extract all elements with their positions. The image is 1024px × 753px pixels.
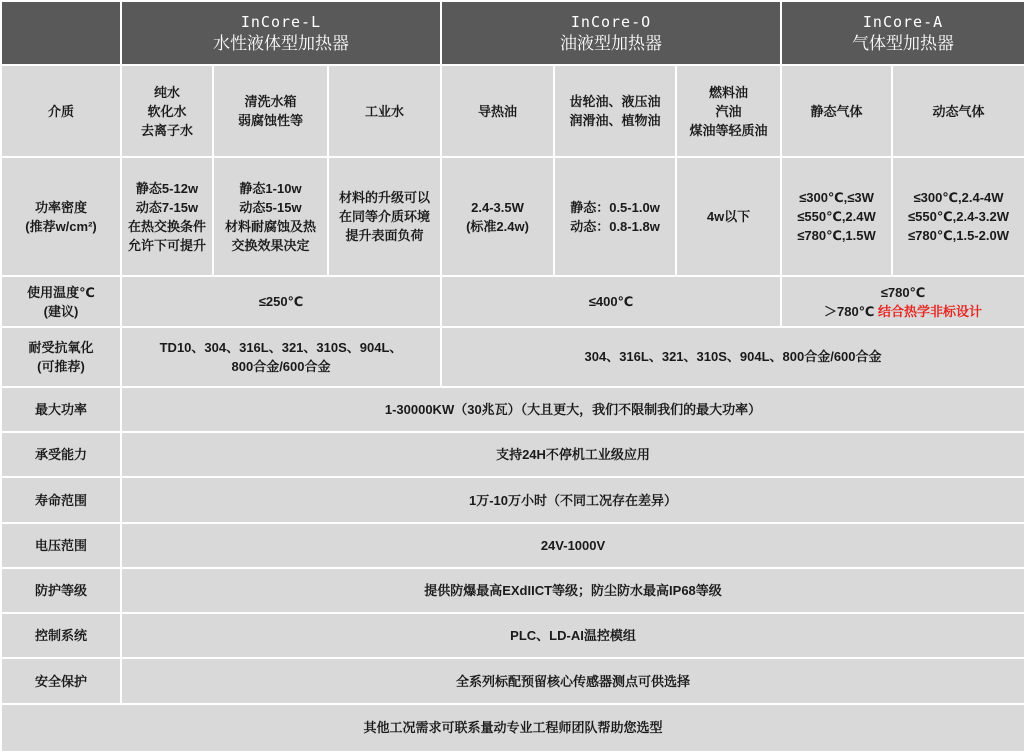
- footer-row: [1, 704, 1024, 752]
- header-incore-o: [441, 1, 781, 65]
- model-name: InCore-A: [862, 13, 944, 32]
- row-label-temperature: 使用温度℃ (建议): [1, 276, 121, 326]
- row-value: 支持24H不停机工业级应用: [121, 432, 1024, 477]
- row-label: 寿命范围: [1, 477, 121, 522]
- model-name: InCore-L: [240, 13, 322, 32]
- medium-cell: 清洗水箱 弱腐蚀性等: [213, 65, 328, 156]
- row-value: 全系列标配预留核心传感器测点可供选择: [121, 658, 1024, 703]
- row-label: 最大功率: [1, 387, 121, 432]
- medium-row: [1, 65, 1024, 156]
- temperature-incore-a: ≤780℃ ＞780℃ 结合热学非标设计: [781, 276, 1024, 326]
- row-label: 安全保护: [1, 658, 121, 703]
- medium-cell: 齿轮油、液压油 润滑油、植物油: [554, 65, 676, 156]
- model-name: InCore-O: [570, 13, 652, 32]
- power-density-cell: ≤300℃,≤3W ≤550℃,2.4W ≤780℃,1.5W: [781, 157, 892, 277]
- control-row: [1, 613, 1024, 658]
- header-row: [1, 1, 1024, 65]
- contact-note: 其他工况需求可联系量动专业工程师团队帮助您选型: [1, 704, 1024, 752]
- row-value: 24V-1000V: [121, 523, 1024, 568]
- safety-row: [1, 658, 1024, 703]
- voltage-row: [1, 523, 1024, 568]
- row-label-power-density: 功率密度 (推荐w/cm²): [1, 157, 121, 277]
- header-incore-l: [121, 1, 441, 65]
- max-power-row: [1, 387, 1024, 432]
- power-density-cell: 静态5-12w 动态7-15w 在热交换条件 允许下可提升: [121, 157, 213, 277]
- power-density-cell: ≤300℃,2.4-4W ≤550℃,2.4-3.2W ≤780℃,1.5-2.0W: [892, 157, 1024, 277]
- medium-cell: 动态气体: [892, 65, 1024, 156]
- oxidation-incore-l: TD10、304、316L、321、310S、904L、 800合金/600合金: [121, 327, 441, 387]
- power-density-cell: 静态：0.5-1.0w 动态：0.8-1.8w: [554, 157, 676, 277]
- protection-row: [1, 568, 1024, 613]
- row-label-medium: 介质: [1, 65, 121, 156]
- custom-design-note: 结合热学非标设计: [878, 303, 983, 319]
- temperature-incore-l: ≤250℃: [121, 276, 441, 326]
- row-label-oxidation: 耐受抗氧化 (可推荐): [1, 327, 121, 387]
- row-value: PLC、LD-AI温控模组: [121, 613, 1024, 658]
- medium-cell: 工业水: [328, 65, 441, 156]
- power-density-row: [1, 157, 1024, 277]
- oxidation-incore-o-a: 304、316L、321、310S、904L、800合金/600合金: [441, 327, 1024, 387]
- endurance-row: [1, 432, 1024, 477]
- lifespan-row: [1, 477, 1024, 522]
- row-label: 防护等级: [1, 568, 121, 613]
- power-density-cell: 静态1-10w 动态5-15w 材料耐腐蚀及热 交换效果决定: [213, 157, 328, 277]
- model-type: 水性液体型加热器: [213, 34, 349, 54]
- medium-cell: 导热油: [441, 65, 554, 156]
- oxidation-row: [1, 327, 1024, 387]
- header-corner: [1, 1, 121, 65]
- row-value: 1万-10万小时（不同工况存在差异）: [121, 477, 1024, 522]
- model-type: 气体型加热器: [852, 34, 955, 54]
- power-density-cell: 材料的升级可以 在同等介质环境 提升表面负荷: [328, 157, 441, 277]
- row-value: 提供防爆最高EXdIICT等级；防尘防水最高IP68等级: [121, 568, 1024, 613]
- temperature-incore-o: ≤400℃: [441, 276, 781, 326]
- model-type: 油液型加热器: [560, 34, 663, 54]
- power-density-cell: 4w以下: [676, 157, 781, 277]
- medium-cell: 纯水 软化水 去离子水: [121, 65, 213, 156]
- row-value: 1-30000KW（30兆瓦）（大且更大，我们不限制我们的最大功率）: [121, 387, 1024, 432]
- row-label: 承受能力: [1, 432, 121, 477]
- row-label: 电压范围: [1, 523, 121, 568]
- medium-cell: 燃料油 汽油 煤油等轻质油: [676, 65, 781, 156]
- row-label: 控制系统: [1, 613, 121, 658]
- header-incore-a: [781, 1, 1024, 65]
- temperature-row: [1, 276, 1024, 326]
- power-density-cell: 2.4-3.5W (标准2.4w): [441, 157, 554, 277]
- medium-cell: 静态气体: [781, 65, 892, 156]
